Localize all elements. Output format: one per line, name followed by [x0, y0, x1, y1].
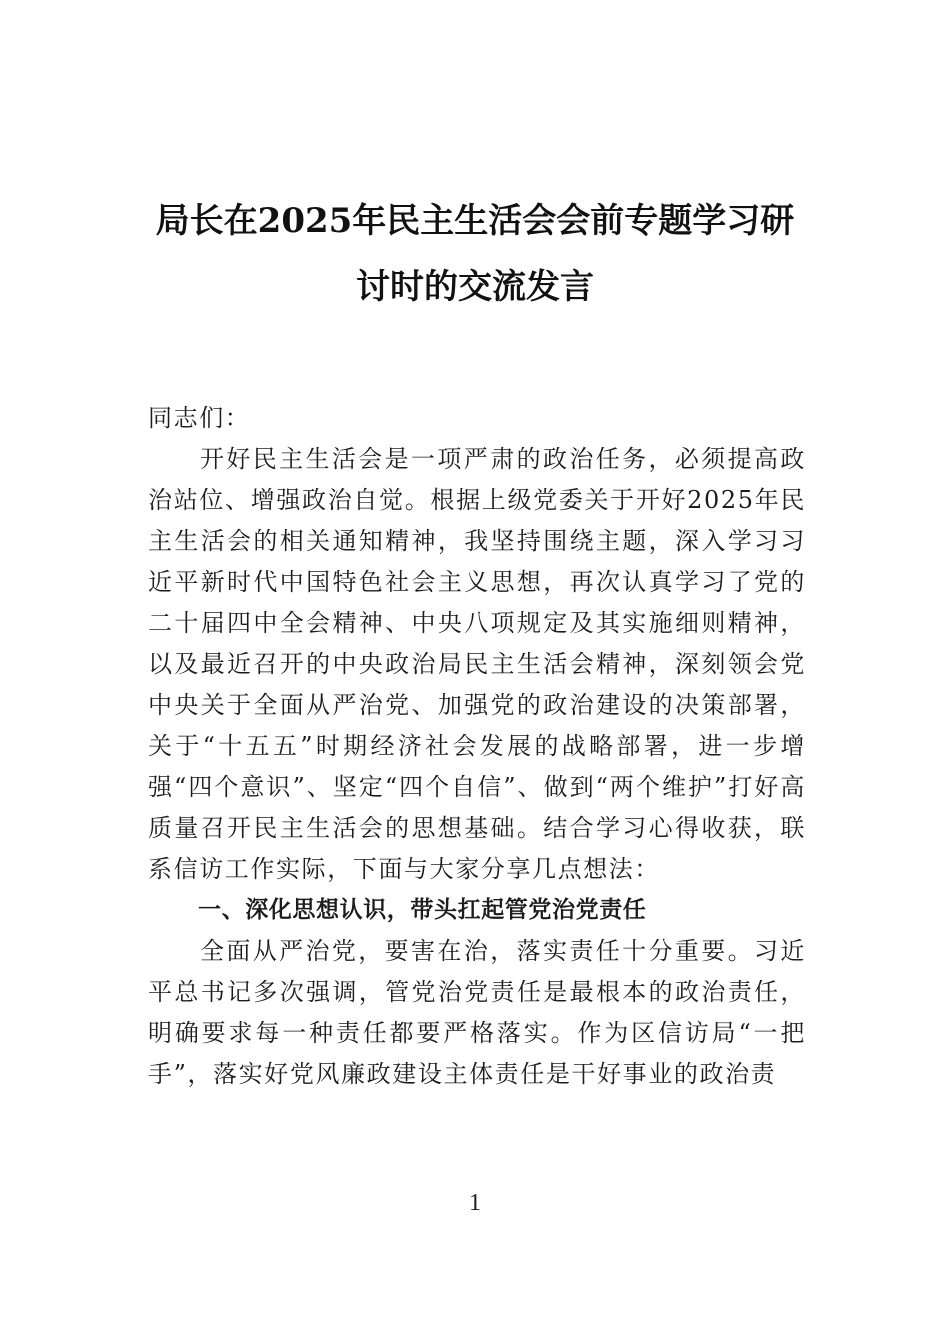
document-body — [148, 398, 806, 1095]
document-title — [130, 188, 820, 320]
page-number: 1 — [469, 1190, 481, 1216]
salutation: 同志们： — [148, 404, 251, 432]
title-line-1: 局长在2025年民主生活会会前专题学习研 — [155, 201, 795, 241]
paragraph: 全面从严治党，要害在治，落实责任十分重要。习近平总书记多次强调，管党治党责任是最根本的政治责任，明确要求每一种责任都要严格落实。作为区信访局“一把手”，落实好党风廉政建设主体责任是干好事业的政治责 — [148, 937, 806, 1088]
paragraph: 开好民主生活会是一项严肃的政治任务，必须提高政治站位、增强政治自觉。根据上级党委关于开好2025年民主生活会的相关通知精神，我坚持围绕主题，深入学习习近平新时代中国特色社会主义思想，再次认真学习了党的二十届四中全会精神、中央八项规定及其实施细则精神，以及最近召开的中央政治局民主生活会精神，深刻领会党中央关于全面从严治党、加强党的政治建设的决策部署，关于“十五五”时期经济社会发展的战略部署，进一步增强“四个意识”、坚定“四个自信”、做到“两个维护”打好高质量召开民主生活会的思想基础。结合学习心得收获，联系信访工作实际，下面与大家分享几点想法： — [148, 445, 806, 883]
title-line-2: 讨时的交流发言 — [356, 267, 594, 307]
section-heading: 一、深化思想认识，带头扛起管党治党责任 — [198, 897, 647, 923]
